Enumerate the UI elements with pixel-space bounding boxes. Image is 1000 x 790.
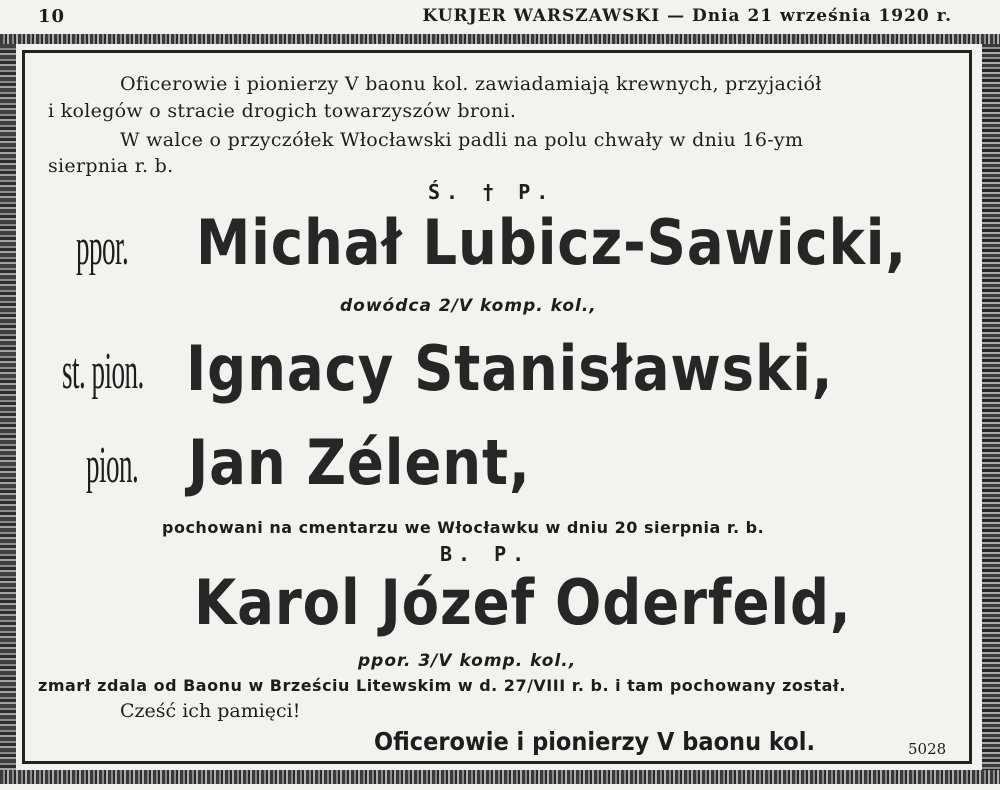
- honour-text: Cześć ich pamięci!: [120, 700, 301, 722]
- burial-text: pochowani na cmentarzu we Włocławku w dniu 20 sierpnia r. b.: [162, 518, 765, 537]
- rank-pion: pion.: [86, 437, 139, 494]
- name-jan-zelent: Jan Zélent,: [188, 426, 531, 499]
- page-header: [0, 4, 1000, 30]
- role-dowodca: dowódca 2/V komp. kol.,: [340, 296, 597, 316]
- reference-number: 5028: [908, 740, 947, 758]
- left-border: [0, 44, 16, 770]
- top-border: [0, 34, 1000, 44]
- rank-ppor: ppor.: [76, 219, 129, 276]
- intro-line-1: Oficerowie i pionierzy V baonu kol. zawiadamiają krewnych, przyjaciół: [120, 73, 822, 95]
- bottom-border: [0, 770, 1000, 784]
- intro-line-4: sierpnia r. b.: [48, 155, 174, 177]
- spt-abbreviation: Ś. † P.: [428, 180, 555, 204]
- signature: Oficerowie i pionierzy V baonu kol.: [374, 727, 815, 756]
- name-michal-lubicz-sawicki: Michał Lubicz-Sawicki,: [196, 206, 907, 279]
- death-text: zmarł zdala od Baonu w Brześciu Litewskim w d. 27/VIII r. b. i tam pochowany został.: [38, 676, 846, 695]
- bp-abbreviation: B. P.: [440, 542, 531, 566]
- intro-line-3: W walce o przyczółek Włocławski padli na polu chwały w dniu 16-ym: [120, 129, 804, 151]
- rank-st-pion: st. pion.: [62, 343, 144, 400]
- name-karol-jozef-oderfeld: Karol Józef Oderfeld,: [194, 566, 852, 639]
- role-ppor-3v: ppor. 3/V komp. kol.,: [358, 651, 577, 671]
- newspaper-masthead: KURJER WARSZAWSKI — Dnia 21 września 1920 r.: [422, 6, 952, 26]
- right-border: [982, 44, 1000, 770]
- intro-line-2: i kolegów o stracie drogich towarzyszów broni.: [48, 100, 517, 122]
- name-ignacy-stanislawski: Ignacy Stanisławski,: [186, 332, 834, 405]
- page-number: 10: [38, 6, 66, 27]
